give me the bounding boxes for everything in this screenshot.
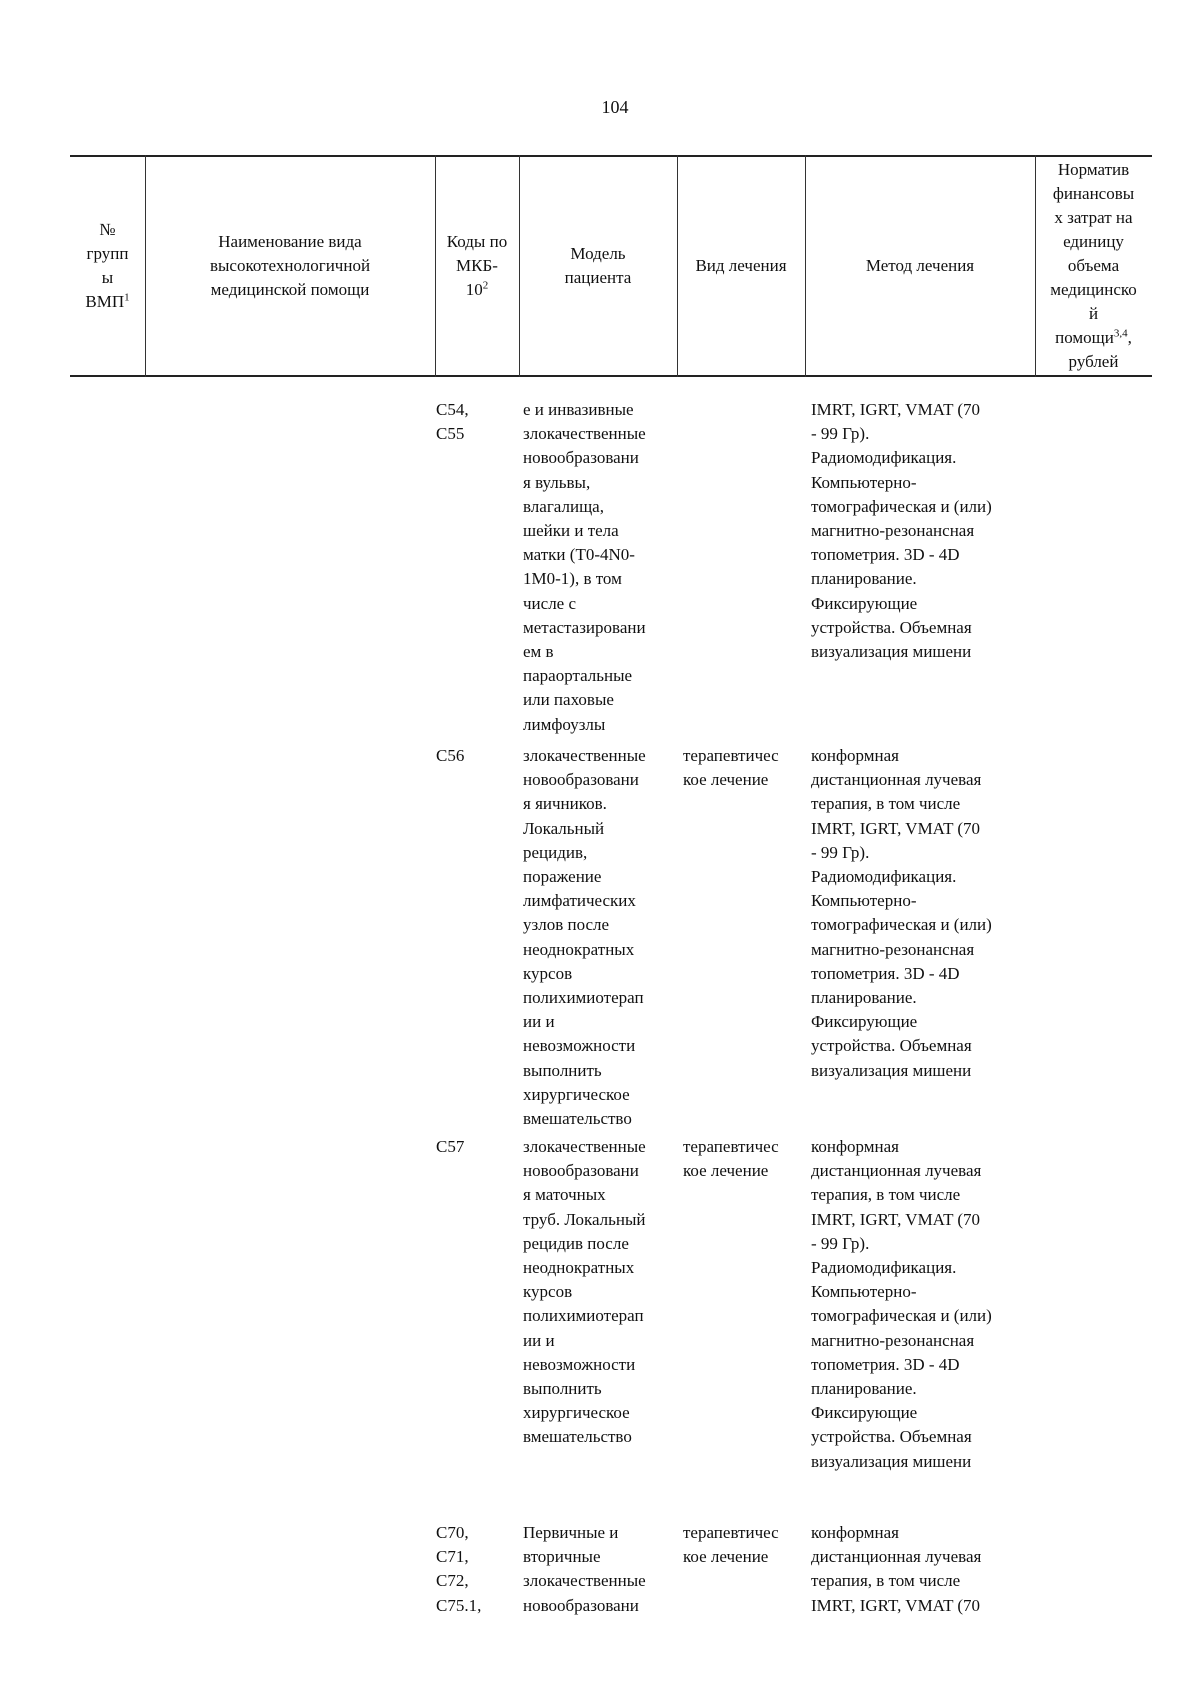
patient-model-line: рецидив после <box>523 1233 629 1253</box>
patient-model-line: неоднократных <box>523 1258 635 1277</box>
icd-code: C54, <box>436 400 469 419</box>
treatment-method-line: визуализация мишени <box>811 642 972 661</box>
patient-model-line: хирургическое <box>523 1403 630 1423</box>
patient-model-line: неоднократных <box>523 939 635 959</box>
header-text: финансовы <box>1052 184 1135 203</box>
header-group-number <box>70 157 145 375</box>
patient-model-line: ии и <box>523 1330 555 1350</box>
header-text: Наименование вида <box>218 232 362 251</box>
footnote-mark: 2 <box>482 279 489 292</box>
treatment-method-line: магнитно-резонансная <box>811 521 975 540</box>
treatment-method-line: конформная <box>811 746 899 765</box>
patient-model-line: лимфатических <box>523 891 636 911</box>
patient-model-line: новообразовани <box>523 1161 639 1181</box>
patient-model-line: Первичные и <box>523 1523 619 1542</box>
patient-model-line: труб. Локальный <box>523 1209 646 1229</box>
patient-model-line: невозможности <box>523 1036 636 1056</box>
header-text: ы <box>101 268 114 287</box>
patient-model-line: злокачественные <box>523 1137 646 1156</box>
header-text: МКБ- <box>456 256 498 275</box>
treatment-method-line: - 99 Гр). <box>811 1233 870 1253</box>
treatment-method-line: томографическая и (или) <box>811 915 992 935</box>
patient-model-line: вмешательство <box>523 1427 632 1447</box>
icd-code: C56 <box>436 746 465 765</box>
header-text: № <box>99 220 116 239</box>
patient-model-line: параортальные <box>523 666 633 686</box>
patient-model-line: числе с <box>523 593 577 613</box>
patient-model-line: метастазировани <box>523 617 646 637</box>
treatment-method-line: томографическая и (или) <box>811 496 992 516</box>
treatment-method-line: Компьютерно- <box>811 472 917 492</box>
header-icd-codes <box>435 157 519 375</box>
treatment-method-line: Радиомодификация. <box>811 867 957 886</box>
treatment-method-line: устройства. Объемная <box>811 617 972 637</box>
treatment-method-line: Фиксирующие <box>811 593 918 613</box>
treatment-method-line: топометрия. 3D - 4D <box>811 963 960 983</box>
header-text: рублей <box>1068 352 1119 371</box>
patient-model-line: влагалища, <box>523 496 604 516</box>
treatment-method-line: устройства. Объемная <box>811 1427 972 1447</box>
header-name <box>145 157 435 375</box>
patient-model-line: новообразовани <box>523 448 639 468</box>
treatment-method-line: - 99 Гр). <box>811 842 870 862</box>
treatment-method-line: дистанционная лучевая <box>811 1547 982 1567</box>
icd-code: C71, <box>436 1547 469 1567</box>
patient-model-line: я яичников. <box>523 794 607 814</box>
treatment-type-line: кое лечение <box>683 770 769 790</box>
patient-model-line: хирургическое <box>523 1084 630 1104</box>
icd-code: C72, <box>436 1571 469 1591</box>
treatment-method-line: устройства. Объемная <box>811 1036 972 1056</box>
header-text: х затрат на <box>1054 208 1133 227</box>
treatment-method-line: топометрия. 3D - 4D <box>811 545 960 565</box>
column-divider <box>677 155 678 377</box>
patient-model-line: 1M0-1), в том <box>523 569 622 589</box>
header-text: Модель <box>570 244 626 263</box>
patient-model-line: или паховые <box>523 690 614 710</box>
treatment-method-line: конформная <box>811 1523 899 1542</box>
column-divider <box>519 155 520 377</box>
header-treatment-type <box>677 157 805 375</box>
header-text: помощи <box>1055 328 1114 347</box>
patient-model-line: выполнить <box>523 1379 602 1398</box>
footnote-mark: 1 <box>124 291 130 304</box>
treatment-method-line: терапия, в том числе <box>811 1185 961 1205</box>
treatment-method-line: - 99 Гр). <box>811 424 870 444</box>
treatment-method-line: магнитно-резонансная <box>811 939 975 959</box>
patient-model-line: ем в <box>523 642 554 661</box>
treatment-type-line: терапевтичес <box>683 1137 779 1156</box>
patient-model-line: е и инвазивные <box>523 400 634 419</box>
patient-model-line: новообразовани <box>523 1595 639 1615</box>
patient-model-line: поражение <box>523 867 602 886</box>
treatment-method-line: планирование. <box>811 1379 917 1398</box>
patient-model-line: злокачественные <box>523 746 646 765</box>
treatment-type-line: кое лечение <box>683 1547 769 1567</box>
treatment-type-line: терапевтичес <box>683 746 779 765</box>
header-text: единицу <box>1063 232 1124 251</box>
patient-model-line: Локальный <box>523 818 605 838</box>
column-divider <box>1035 155 1036 377</box>
patient-model-line: злокачественные <box>523 424 646 444</box>
header-text: медицинской помощи <box>210 280 370 299</box>
icd-code: C75.1, <box>436 1595 482 1615</box>
patient-model-line: рецидив, <box>523 842 588 862</box>
header-text: пациента <box>564 268 632 287</box>
header-text: объема <box>1067 256 1120 275</box>
patient-model-line: ии и <box>523 1012 555 1032</box>
patient-model-line: злокачественные <box>523 1571 646 1591</box>
patient-model-line: лимфоузлы <box>523 714 606 734</box>
treatment-method-line: визуализация мишени <box>811 1451 972 1471</box>
patient-model-line: курсов <box>523 963 573 983</box>
icd-code: C57 <box>436 1137 465 1156</box>
patient-model-line: вторичные <box>523 1547 601 1567</box>
patient-model-line: невозможности <box>523 1354 636 1374</box>
header-text: Вид лечения <box>695 256 787 275</box>
treatment-method-line: визуализация мишени <box>811 1060 972 1080</box>
patient-model-line: матки (T0-4N0- <box>523 545 635 565</box>
header-text: 10 <box>465 280 483 299</box>
patient-model-line: вмешательство <box>523 1109 632 1128</box>
treatment-method-line: терапия, в том числе <box>811 794 961 814</box>
header-patient-model <box>519 157 677 375</box>
treatment-method-line: магнитно-резонансная <box>811 1330 975 1350</box>
treatment-method-line: дистанционная лучевая <box>811 770 982 790</box>
treatment-method-line: IMRT, IGRT, VMAT (70 <box>811 818 981 838</box>
patient-model-line: я маточных <box>523 1185 606 1205</box>
patient-model-line: полихимиотерап <box>523 988 644 1007</box>
treatment-type-line: терапевтичес <box>683 1523 779 1542</box>
treatment-method-line: дистанционная лучевая <box>811 1161 982 1181</box>
patient-model-line: полихимиотерап <box>523 1306 644 1326</box>
header-text: медицинско <box>1050 280 1137 299</box>
treatment-method-line: IMRT, IGRT, VMAT (70 <box>811 400 981 419</box>
treatment-method-line: Радиомодификация. <box>811 448 957 468</box>
treatment-method-line: IMRT, IGRT, VMAT (70 <box>811 1595 981 1615</box>
column-divider <box>435 155 436 377</box>
header-cost-standard <box>1035 157 1152 375</box>
icd-code: C55 <box>436 424 465 444</box>
header-treatment-method <box>805 157 1035 375</box>
treatment-method-line: топометрия. 3D - 4D <box>811 1354 960 1374</box>
page-number: 104 <box>601 97 629 117</box>
treatment-method-line: Фиксирующие <box>811 1403 918 1423</box>
treatment-method-line: Компьютерно- <box>811 1282 917 1302</box>
column-divider <box>805 155 806 377</box>
treatment-method-line: Радиомодификация. <box>811 1258 957 1277</box>
header-text: Норматив <box>1057 160 1130 179</box>
footnote-mark: 3,4 <box>1113 327 1128 340</box>
treatment-method-line: планирование. <box>811 988 917 1007</box>
patient-model-line: я вульвы, <box>523 472 591 492</box>
treatment-method-line: терапия, в том числе <box>811 1571 961 1591</box>
header-text: , <box>1127 328 1132 347</box>
header-text: й <box>1088 304 1099 323</box>
header-text: ВМП <box>85 292 125 311</box>
header-text: групп <box>86 244 129 263</box>
treatment-method-line: томографическая и (или) <box>811 1306 992 1326</box>
treatment-method-line: конформная <box>811 1137 899 1156</box>
header-text: Метод лечения <box>865 256 975 275</box>
icd-code: C70, <box>436 1523 469 1542</box>
header-text: Коды по <box>446 232 508 251</box>
treatment-method-line: Компьютерно- <box>811 891 917 911</box>
patient-model-line: курсов <box>523 1282 573 1302</box>
treatment-type-line: кое лечение <box>683 1161 769 1181</box>
treatment-method-line: IMRT, IGRT, VMAT (70 <box>811 1209 981 1229</box>
patient-model-line: узлов после <box>523 915 610 935</box>
treatment-method-line: планирование. <box>811 569 917 589</box>
table-header <box>70 155 1152 377</box>
patient-model-line: новообразовани <box>523 770 639 790</box>
patient-model-line: выполнить <box>523 1060 602 1080</box>
treatment-method-line: Фиксирующие <box>811 1012 918 1032</box>
patient-model-line: шейки и тела <box>523 521 619 540</box>
column-divider <box>145 155 146 377</box>
header-text: высокотехнологичной <box>209 256 371 275</box>
